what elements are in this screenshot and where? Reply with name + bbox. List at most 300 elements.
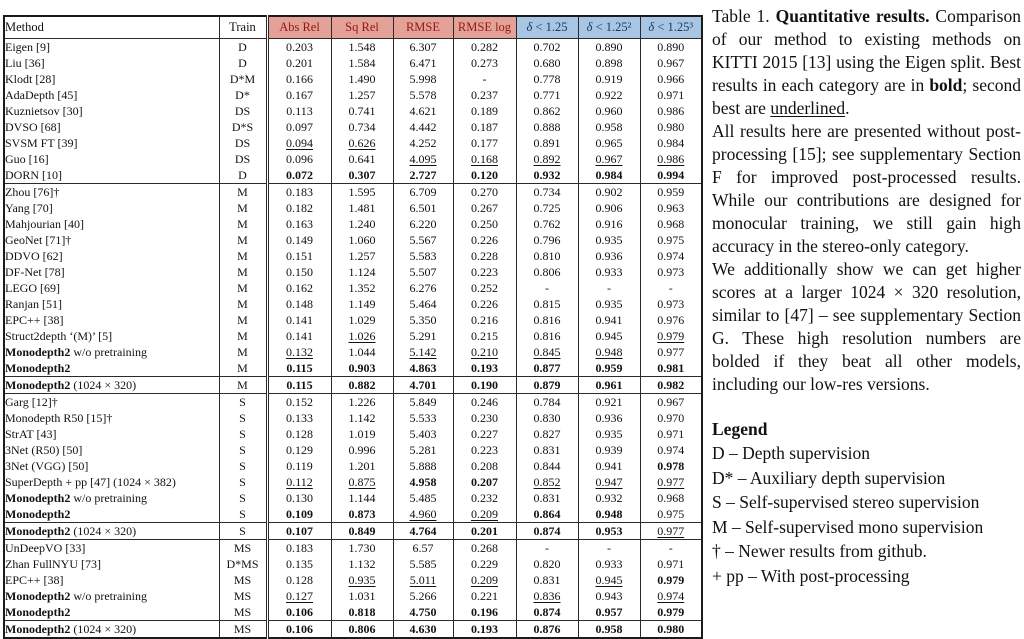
value-cell: 5.998	[393, 71, 453, 87]
train-cell: DS	[219, 135, 267, 151]
value-cell: 4.960	[393, 506, 453, 523]
train-cell: M	[219, 312, 267, 328]
table-row	[4, 151, 702, 167]
value-cell: 0.966	[640, 71, 702, 87]
method-cell: UnDeepVO [33]	[4, 540, 219, 557]
value-cell: 6.471	[393, 55, 453, 71]
method-cell: Monodepth2	[5, 361, 71, 375]
train-cell: MS	[219, 540, 267, 557]
value-cell: 0.168	[453, 151, 516, 167]
value-cell: -	[453, 71, 516, 87]
value-cell: 0.771	[516, 87, 578, 103]
value-cell: 0.226	[453, 232, 516, 248]
table-row	[4, 103, 702, 119]
table-row	[4, 39, 702, 56]
value-cell: 1.029	[331, 312, 393, 328]
value-cell: 4.630	[393, 621, 453, 639]
value-cell: 1.132	[331, 556, 393, 572]
method-cell: Monodepth2 w/o pretraining	[5, 589, 147, 603]
value-cell: 4.252	[393, 135, 453, 151]
value-cell: 0.984	[640, 135, 702, 151]
value-cell: 5.464	[393, 296, 453, 312]
table-row	[4, 506, 702, 523]
value-cell: 1.060	[331, 232, 393, 248]
value-cell: 0.203	[267, 39, 331, 56]
value-cell: 0.734	[516, 184, 578, 201]
value-cell: 4.442	[393, 119, 453, 135]
value-cell: 2.727	[393, 167, 453, 184]
value-cell: 0.888	[516, 119, 578, 135]
train-cell: S	[219, 523, 267, 540]
table-row	[4, 135, 702, 151]
value-cell: 0.127	[267, 588, 331, 604]
table-row	[4, 184, 702, 201]
value-cell: 0.890	[640, 39, 702, 56]
value-cell: 0.163	[267, 216, 331, 232]
value-cell: 0.106	[267, 621, 331, 639]
method-cell: GeoNet [71]†	[5, 233, 72, 247]
value-cell: 0.921	[578, 394, 640, 411]
train-cell: S	[219, 394, 267, 411]
value-cell: 0.845	[516, 344, 578, 360]
value-cell: 0.981	[640, 360, 702, 377]
value-cell: 0.977	[640, 474, 702, 490]
value-cell: 0.119	[267, 458, 331, 474]
value-cell: 0.941	[578, 458, 640, 474]
legend-item: D* – Auxiliary depth supervision	[712, 467, 946, 488]
value-cell: 0.980	[640, 119, 702, 135]
value-cell: 0.873	[331, 506, 393, 523]
column-header-error-metric: Sq Rel	[331, 16, 393, 39]
value-cell: 0.932	[516, 167, 578, 184]
value-cell: 1.031	[331, 588, 393, 604]
value-cell: 0.968	[640, 216, 702, 232]
value-cell: 0.977	[640, 523, 702, 540]
value-cell: 0.141	[267, 328, 331, 344]
train-cell: M	[219, 264, 267, 280]
value-cell: 0.784	[516, 394, 578, 411]
value-cell: 0.958	[578, 621, 640, 639]
value-cell: 0.183	[267, 540, 331, 557]
value-cell: 5.888	[393, 458, 453, 474]
method-cell: StrAT [43]	[5, 427, 57, 441]
value-cell: 0.816	[516, 328, 578, 344]
value-cell: 0.816	[516, 312, 578, 328]
value-cell: -	[516, 540, 578, 557]
table-row	[4, 621, 702, 639]
value-cell: 0.864	[516, 506, 578, 523]
value-cell: 0.815	[516, 296, 578, 312]
value-cell: 0.948	[578, 506, 640, 523]
value-cell: 0.982	[640, 377, 702, 394]
value-cell: 0.273	[453, 55, 516, 71]
value-cell: 0.996	[331, 442, 393, 458]
legend-title: Legend	[712, 419, 768, 439]
legend-item: S – Self-supervised stereo supervision	[712, 492, 980, 512]
value-cell: 0.941	[578, 312, 640, 328]
value-cell: 0.208	[453, 458, 516, 474]
value-cell: 0.974	[640, 248, 702, 264]
value-cell: 0.096	[267, 151, 331, 167]
value-cell: 0.189	[453, 103, 516, 119]
value-cell: 0.270	[453, 184, 516, 201]
value-cell: 4.863	[393, 360, 453, 377]
table-row	[4, 458, 702, 474]
value-cell: 0.970	[640, 410, 702, 426]
value-cell: 0.932	[578, 490, 640, 506]
value-cell: 5.578	[393, 87, 453, 103]
train-cell: MS	[219, 588, 267, 604]
value-cell: 0.891	[516, 135, 578, 151]
value-cell: 0.148	[267, 296, 331, 312]
value-cell: 0.128	[267, 426, 331, 442]
value-cell: 0.945	[578, 572, 640, 588]
value-cell: 0.984	[578, 167, 640, 184]
value-cell: 0.973	[640, 264, 702, 280]
table-row	[4, 523, 702, 540]
value-cell: 0.778	[516, 71, 578, 87]
method-cell: SVSM FT [39]	[5, 136, 78, 150]
train-cell: M	[219, 360, 267, 377]
value-cell: 0.971	[640, 556, 702, 572]
value-cell: 5.507	[393, 264, 453, 280]
method-cell: 3Net (R50) [50]	[5, 443, 83, 457]
method-cell: Ranjan [51]	[5, 297, 62, 311]
value-cell: 4.958	[393, 474, 453, 490]
value-cell: 1.026	[331, 328, 393, 344]
method-cell: DVSO [68]	[5, 120, 61, 134]
train-cell: S	[219, 490, 267, 506]
method-cell: Monodepth R50 [15]†	[5, 411, 113, 425]
value-cell: 0.113	[267, 103, 331, 119]
method-cell: DF-Net [78]	[5, 265, 65, 279]
train-cell: M	[219, 200, 267, 216]
value-cell: 0.903	[331, 360, 393, 377]
value-cell: 0.193	[453, 621, 516, 639]
value-cell: 1.257	[331, 248, 393, 264]
value-cell: 0.974	[640, 442, 702, 458]
value-cell: 0.831	[516, 442, 578, 458]
results-table	[3, 15, 703, 639]
table-row	[4, 55, 702, 71]
value-cell: 0.960	[578, 103, 640, 119]
results-table-body	[4, 39, 702, 639]
value-cell: 0.106	[267, 604, 331, 621]
legend-item: † – Newer results from github.	[712, 541, 927, 561]
table-row	[4, 588, 702, 604]
value-cell: 0.933	[578, 556, 640, 572]
table-caption	[712, 5, 1021, 588]
table-row	[4, 490, 702, 506]
value-cell: 0.939	[578, 442, 640, 458]
value-cell: 6.501	[393, 200, 453, 216]
value-cell: 0.976	[640, 312, 702, 328]
caption-paragraph: All results here are presented without post-processing [15]; see supplementary Section F for improved post-processed results. While our contributions are designed for monocular training, we still gain high accuracy in the stereo-only category.	[712, 121, 1021, 256]
value-cell: 0.959	[578, 360, 640, 377]
train-cell: M	[219, 184, 267, 201]
value-cell: 5.849	[393, 394, 453, 411]
value-cell: 0.875	[331, 474, 393, 490]
method-cell: Monodepth2 w/o pretraining	[5, 345, 147, 359]
value-cell: 0.916	[578, 216, 640, 232]
value-cell: 0.725	[516, 200, 578, 216]
legend-item: M – Self-supervised mono supervision	[712, 516, 984, 537]
value-cell: 0.902	[578, 184, 640, 201]
value-cell: 0.862	[516, 103, 578, 119]
value-cell: 0.268	[453, 540, 516, 557]
value-cell: 0.892	[516, 151, 578, 167]
value-cell: 0.130	[267, 490, 331, 506]
value-cell: 5.266	[393, 588, 453, 604]
train-cell: S	[219, 442, 267, 458]
value-cell: 0.852	[516, 474, 578, 490]
table-row	[4, 200, 702, 216]
value-cell: 5.011	[393, 572, 453, 588]
method-cell: Zhou [76]†	[4, 184, 219, 201]
value-cell: 0.112	[267, 474, 331, 490]
value-cell: 4.701	[393, 377, 453, 394]
value-cell: 0.201	[453, 523, 516, 540]
value-cell: 0.702	[516, 39, 578, 56]
table-row	[4, 604, 702, 621]
table-row	[4, 216, 702, 232]
value-cell: 0.107	[267, 523, 331, 540]
value-cell: 0.879	[516, 377, 578, 394]
value-cell: 0.190	[453, 377, 516, 394]
value-cell: 0.149	[267, 232, 331, 248]
value-cell: 0.210	[453, 344, 516, 360]
train-cell: M	[219, 280, 267, 296]
value-cell: 0.680	[516, 55, 578, 71]
value-cell: 5.291	[393, 328, 453, 344]
value-cell: 0.226	[453, 296, 516, 312]
method-cell: Klodt [28]	[5, 72, 56, 86]
value-cell: 1.352	[331, 280, 393, 296]
value-cell: 0.133	[267, 410, 331, 426]
value-cell: -	[578, 540, 640, 557]
value-cell: 0.150	[267, 264, 331, 280]
table-row	[4, 328, 702, 344]
method-cell: Kuznietsov [30]	[5, 104, 83, 118]
value-cell: 0.109	[267, 506, 331, 523]
value-cell: 0.167	[267, 87, 331, 103]
value-cell: 0.919	[578, 71, 640, 87]
value-cell: 0.132	[267, 344, 331, 360]
table-row	[4, 71, 702, 87]
value-cell: 0.162	[267, 280, 331, 296]
value-cell: 0.209	[453, 506, 516, 523]
value-cell: 0.979	[640, 604, 702, 621]
value-cell: 0.959	[640, 184, 702, 201]
method-cell: Monodepth2 w/o pretraining	[5, 491, 147, 505]
table-row	[4, 280, 702, 296]
method-cell: DDVO [62]	[5, 249, 63, 263]
value-cell: 4.750	[393, 604, 453, 621]
value-cell: 0.967	[640, 55, 702, 71]
value-cell: 0.965	[578, 135, 640, 151]
method-cell: Monodepth2 (1024 × 320)	[4, 377, 219, 394]
value-cell: 6.220	[393, 216, 453, 232]
value-cell: 0.196	[453, 604, 516, 621]
column-header-error-metric: RMSE log	[453, 16, 516, 39]
train-cell: D	[219, 39, 267, 56]
method-cell: Yang [70]	[5, 201, 53, 215]
value-cell: 0.182	[267, 200, 331, 216]
value-cell: 5.403	[393, 426, 453, 442]
value-cell: 0.129	[267, 442, 331, 458]
method-cell: 3Net (VGG) [50]	[5, 459, 89, 473]
value-cell: 0.810	[516, 248, 578, 264]
column-header-accuracy-metric: δ < 1.25	[516, 16, 578, 39]
value-cell: 6.709	[393, 184, 453, 201]
value-cell: 1.142	[331, 410, 393, 426]
column-header-error-metric: Abs Rel	[267, 16, 331, 39]
value-cell: 0.986	[640, 103, 702, 119]
train-cell: D*M	[219, 71, 267, 87]
value-cell: 0.830	[516, 410, 578, 426]
value-cell: 0.229	[453, 556, 516, 572]
value-cell: 0.209	[453, 572, 516, 588]
value-cell: 1.490	[331, 71, 393, 87]
value-cell: 0.874	[516, 604, 578, 621]
table-row	[4, 474, 702, 490]
value-cell: 0.215	[453, 328, 516, 344]
legend-items	[712, 441, 1021, 588]
value-cell: 5.350	[393, 312, 453, 328]
train-cell: M	[219, 296, 267, 312]
value-cell: 0.626	[331, 135, 393, 151]
value-cell: 0.177	[453, 135, 516, 151]
value-cell: 4.621	[393, 103, 453, 119]
value-cell: 0.741	[331, 103, 393, 119]
method-cell: Zhan FullNYU [73]	[5, 557, 101, 571]
value-cell: 0.282	[453, 39, 516, 56]
method-cell: SuperDepth + pp [47] (1024 × 382)	[5, 475, 176, 489]
value-cell: 0.961	[578, 377, 640, 394]
value-cell: 0.831	[516, 572, 578, 588]
train-cell: M	[219, 232, 267, 248]
value-cell: 0.943	[578, 588, 640, 604]
method-cell: DORN [10]	[5, 168, 62, 182]
value-cell: 1.019	[331, 426, 393, 442]
method-cell: Eigen [9]	[5, 40, 50, 54]
value-cell: 0.216	[453, 312, 516, 328]
value-cell: 0.874	[516, 523, 578, 540]
method-cell: Monodepth2 (1024 × 320)	[4, 621, 219, 639]
value-cell: 0.973	[640, 296, 702, 312]
value-cell: 1.240	[331, 216, 393, 232]
value-cell: 0.844	[516, 458, 578, 474]
value-cell: 0.250	[453, 216, 516, 232]
value-cell: 0.957	[578, 604, 640, 621]
value-cell: 0.831	[516, 490, 578, 506]
legend-item: D – Depth supervision	[712, 443, 870, 463]
value-cell: 0.115	[267, 360, 331, 377]
value-cell: 0.968	[640, 490, 702, 506]
caption-paragraph: We additionally show we can get higher scores at a larger 1024 × 320 resolution, similar to [47] – see supplementary Section G. These high resolution numbers are bolded if they beat all other models, including our low-res versions.	[712, 259, 1021, 394]
train-cell: MS	[219, 621, 267, 639]
value-cell: 0.734	[331, 119, 393, 135]
value-cell: 0.094	[267, 135, 331, 151]
value-cell: 0.975	[640, 232, 702, 248]
value-cell: 1.124	[331, 264, 393, 280]
method-cell: Guo [16]	[5, 152, 49, 166]
value-cell: 0.935	[331, 572, 393, 588]
value-cell: 0.135	[267, 556, 331, 572]
value-cell: 0.979	[640, 328, 702, 344]
method-cell: Monodepth2 (1024 × 320)	[4, 523, 219, 540]
method-cell: Liu [36]	[5, 56, 45, 70]
method-cell: Garg [12]†	[4, 394, 219, 411]
value-cell: 0.641	[331, 151, 393, 167]
table-row	[4, 556, 702, 572]
caption-paragraphs	[712, 5, 1021, 396]
value-cell: 6.307	[393, 39, 453, 56]
results-table-head	[4, 16, 702, 39]
value-cell: 0.947	[578, 474, 640, 490]
value-cell: 1.149	[331, 296, 393, 312]
table-row	[4, 312, 702, 328]
value-cell: 0.945	[578, 328, 640, 344]
train-cell: S	[219, 410, 267, 426]
value-cell: 5.281	[393, 442, 453, 458]
value-cell: 0.183	[267, 184, 331, 201]
value-cell: 0.228	[453, 248, 516, 264]
value-cell: 0.975	[640, 506, 702, 523]
table-row	[4, 540, 702, 557]
value-cell: 0.796	[516, 232, 578, 248]
value-cell: 1.730	[331, 540, 393, 557]
column-header-accuracy-metric: δ < 1.25²	[578, 16, 640, 39]
value-cell: 5.567	[393, 232, 453, 248]
train-cell: S	[219, 474, 267, 490]
train-cell: MS	[219, 604, 267, 621]
value-cell: 0.922	[578, 87, 640, 103]
table-row	[4, 344, 702, 360]
value-cell: 0.307	[331, 167, 393, 184]
header-row	[4, 16, 702, 39]
value-cell: 0.936	[578, 410, 640, 426]
column-header-method: Method	[4, 16, 219, 39]
value-cell: 0.827	[516, 426, 578, 442]
train-cell: D*S	[219, 119, 267, 135]
column-header-error-metric: RMSE	[393, 16, 453, 39]
value-cell: 0.974	[640, 588, 702, 604]
value-cell: 0.953	[578, 523, 640, 540]
value-cell: -	[640, 540, 702, 557]
value-cell: -	[516, 280, 578, 296]
value-cell: 0.849	[331, 523, 393, 540]
value-cell: 0.230	[453, 410, 516, 426]
train-cell: M	[219, 344, 267, 360]
value-cell: 0.890	[578, 39, 640, 56]
value-cell: 1.595	[331, 184, 393, 201]
value-cell: 0.806	[516, 264, 578, 280]
table-row	[4, 394, 702, 411]
value-cell: 0.876	[516, 621, 578, 639]
table-row	[4, 119, 702, 135]
value-cell: 6.276	[393, 280, 453, 296]
value-cell: 0.252	[453, 280, 516, 296]
table-row	[4, 264, 702, 280]
value-cell: 0.933	[578, 264, 640, 280]
value-cell: 0.141	[267, 312, 331, 328]
value-cell: 0.207	[453, 474, 516, 490]
value-cell: 0.201	[267, 55, 331, 71]
legend-item: + pp – With post-processing	[712, 565, 910, 586]
value-cell: 1.584	[331, 55, 393, 71]
value-cell: 0.232	[453, 490, 516, 506]
